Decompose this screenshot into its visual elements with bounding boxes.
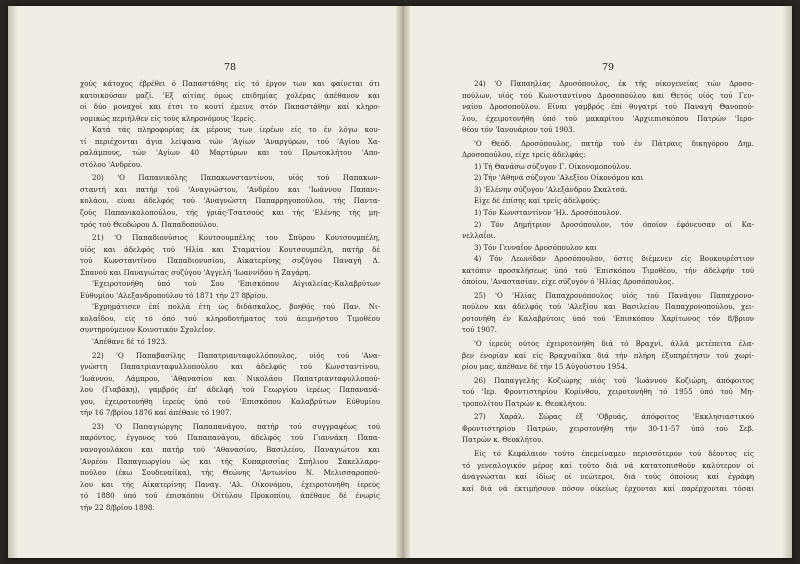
left-page-text-line: 'Ανρέου Παπαγεωργίου ώς και τής Κυπαρισσίας Σπήλιου Σακελλαρο- <box>80 456 380 466</box>
right-page-text-line: πούλων, υίός τού Κωνσταντίνου Δροσοπούλου και Θετός υίός τού Γεν- <box>462 90 754 100</box>
left-page-text-line: λου και τής Αίκατερίνης Παναγ. 'Αλ. Οίκονόμου, έχειροτονήθη ίερεύς <box>80 479 380 489</box>
right-page-text-line: ροτονήθη έν Καλαβρύτοις ύπό τού 'Επισκόπου Χαρίτωνος τόν 8/βριον <box>462 313 754 323</box>
right-page-text-line: τού 'Ιερ. Φροντιστηρίου Κορίνθου, χειροτονήθη τό 1955 ύπό τού Μη- <box>462 387 754 397</box>
left-page-text-line: Εύθυμίου 'Αλεξανδροπούλου τό 1871 τήν 27 8βρίου. <box>80 290 268 300</box>
right-page-text-line: όποίου, 'Αναστασίαν, είχε σύζυγόν ό 'Ηλίας Δροσόπουλος. <box>462 277 674 287</box>
left-page-text-line: σταντή και πατήρ τού 'Αναγνώστου, 'Ανδρέου και 'Ιωάννου Παπανι- <box>80 184 380 194</box>
right-page-text-line: 3) Τόν Γενναΐον Δροσόπουλον και <box>474 242 598 252</box>
right-page-text-line: ρίου μας, άπέθανε δέ τήν 15 Αύγούστου 1954. <box>462 362 628 372</box>
left-page-text-line: τρός τού Θεοδώρου Δ. Παπαδοπούλου. <box>80 219 219 229</box>
left-page-text-line: κατοικούσαν μαζί. 'Εξ αίτίας όμως επιδημίας χολέρας άπέθανον και <box>80 90 380 100</box>
left-page-text-line: 20) 'Ο Παπανικόλης Παπακωνσταντίνου, υίός τού Παπακων- <box>92 173 380 183</box>
left-page-text-line: στόλου 'Ανδρέου. <box>80 159 143 169</box>
right-page-text-line: 2) Τήν 'Αθηνά σύζυγον 'Αλεξίου Οίκονόμου και <box>474 173 644 183</box>
left-page-body <box>80 78 380 513</box>
right-page-text-line: ναίου Δροσοπούλου. Είναι γαμβρός έπί θυγατρί τού Παναγή Θανοπού- <box>462 102 754 112</box>
right-page-number: 79 <box>601 62 615 73</box>
page-edge-left <box>8 6 18 558</box>
left-page-text-line: τό 1880 ύπό τού έπισκόπου Οίτύλου Προκοπίου, άπέθανε δέ ένωρίς <box>80 491 380 501</box>
right-page-text-line: κατόπιν προσκλήσεως ύπό τού 'Επισκόπου Τιμοθέου, τήν άδελφήν τού <box>462 265 754 275</box>
right-page-text-line: 27) Χαράλ. Σώρας έξ 'Οβρυάς, άπόφοιτος 'Εκκλησιαστικού <box>474 412 754 422</box>
right-page-text-line: 26) Παπαγγελής Κοζιώρης υίός τού 'Ιωάννου Κοζιώρη, άπόφοιτος <box>474 375 754 385</box>
right-page-text-line: 'Ο ίερεύς ούτος έχειροτονήθη διά τό Βραχνί, άλλά μετέπειτα έλα- <box>474 339 754 349</box>
left-page-text-line: τήν 16 7/βρίου 1876 καί άπέθανε τό 1907. <box>80 408 232 418</box>
left-page-text-line: 'Ιωάννου, Λάμπρου, 'Αθανασίου και Νικολάου Παπατριανταφυλλοπού- <box>80 373 380 383</box>
left-page-text-line: τού Κωνσταντίνου Παπαδιονυσίου, Αίκατερίνης συζύγου Παναγή Δ. <box>80 256 380 266</box>
right-page-text-line: τού 1907. <box>462 325 497 335</box>
right-page-text-line: Δροσοπούλου, είχε τρείς άδελφάς: <box>462 150 586 160</box>
right-page-text-line: 2) Τόν Δημήτριον Δροσόπουλον, τόν όποίον έφόνευσαν οί Κα- <box>474 219 754 229</box>
right-page-text-line: Είχε δέ έπίσης καί τρείς άδελφούς: <box>474 196 601 206</box>
left-page-number: 78 <box>223 62 237 73</box>
left-page-text-line: Κατά τάς πληροφορίας έκ μέρους των ίερέων είς το έν λόγω κου- <box>92 125 380 135</box>
left-page-text-line: 'Απέθανε δέ τό 1923. <box>92 337 168 347</box>
book-spread <box>8 6 792 558</box>
left-page-text-line: γνώστη Παπατριανταφυλλοπούλου και άδελφός τού Κωνσταντίνου, <box>80 362 380 372</box>
left-page-text-line: νομικώς περιήλθεν είς τούς κληρονόμους 'Ιερείς. <box>80 113 257 123</box>
left-page-text-line: 22) 'Ο Παπαβασίλης Παπατριανταφυλλόπουλος, υίός τού 'Ανα- <box>92 350 380 360</box>
right-page-text-line: τροπολίτου Πατρών κ. Θεοκλήτου. <box>462 398 587 408</box>
left-page-text-line: 'Εχρημάτισεν έπί πολλά έτη ώς διδάσκαλος, βοηθός τού Παν. Νι- <box>92 302 380 312</box>
right-page-text-line: τό γενεαλογικόν μέρος καί τούτο διά νά κατατοπισθούν καλύτερον οί <box>462 460 754 470</box>
left-page-text-line: ραλάμπους, τών 'Αγίων 40 Μαρτύρων και τού Πρωτοκλήτου 'Απο- <box>80 148 380 158</box>
right-page-text-line: πούλου και άδελφός τού 'Αλεξίου και Βασιλείου Παπαχρονοπούλου, χει- <box>462 302 754 312</box>
right-page-text-line: άναγνώσται καί ίδίως οί νεώτεροι, διά τούς όποίους καί έγράφη <box>462 472 754 482</box>
right-page <box>462 6 754 558</box>
left-page-text-line: χούς κάτοχος έβρέθει ό Παπαστάθης είς τό έργον των και φαίνεται ότι <box>80 79 380 88</box>
left-page-text-line: πούλου (έκω Σουδεναίϊκα), τής Θεώνης 'Αντωνίου Ν. Μελισσαροπού- <box>80 468 380 478</box>
left-page-text-line: γου, έχειροτονήθη ίερεύς ύπό τού 'Επισκόπου Καλαβρύτων Εύθυμίου <box>80 396 380 406</box>
left-page-text-line: παρόντος, έγγονος τού Παπαπανάγου, άδελφός τού Γιαννάκη Παπα- <box>80 433 380 443</box>
left-page-text-line: τήν 22 8/βρίου 1898. <box>80 502 155 512</box>
right-page-text-line: λου, έχειροτονήθη ύπό τού μακαρίτου 'Αρχιεπισκόπου Πατρών 'Ιερο- <box>462 113 754 123</box>
left-page-text-line: 21) 'Ο Παπαδιονύσιος Κουτσουμπέλης του Σπύρου Κουτσουμπέλη, <box>92 233 380 243</box>
left-page-text-line: 23) 'Ο Παπαγιώργης Παπαπανάγου, πατήρ τού συγγραφέως τού <box>92 421 380 431</box>
left-page-text-line: υίός και άδελφός τού 'Ηλία και Σταματίου Κουτσουμπέλη, πατήρ δέ <box>80 244 380 254</box>
right-page-text-line: καί διά νά έκτιμήσουν πόσον οίκείως έρχονται καί παρέρχονται τόσαι <box>462 483 754 493</box>
left-page-text-line: 'Εχειροτονήθη ύπό τού Σου 'Επισκόπου Αίγιαλείας-Καλαβρύτων <box>92 279 380 289</box>
right-page-text-line: 24) 'Ο Παπαηλίας Δροσόπουλος, έκ τής οίκογενείας τών Δροσο- <box>474 79 754 88</box>
left-page <box>80 6 380 558</box>
right-page-body <box>462 78 754 494</box>
right-page-text-line: νελλαΐοι. <box>462 231 496 241</box>
right-page-text-line: Πατρών κ. Θεοκλήτου. <box>462 435 544 445</box>
right-page-text-line: θέου τόν 'Ιανουάριον τού 1903. <box>462 125 575 135</box>
right-page-text-line: Φροντιστηρίου Πατρών, χειροτονήθη τήν 30-11-57 ύπό τού Σεβ. <box>462 423 754 433</box>
page-edge-right <box>782 6 792 558</box>
left-page-text-line: κολαΐδου, είς τό όπό τού κληροδοτήματος τού άειμνήστου Τιμοθέου <box>80 313 380 323</box>
left-page-text-line: νανογουλάκου και πατήρ τού 'Αθανασίου, Βασιλείου, Παναγιώτου και <box>80 444 380 454</box>
left-page-text-line: τί περιέχονται άγια λείψανα τών 'Αγίων 'Αναργύρων, τού 'Αγίου Χα- <box>80 136 380 146</box>
right-page-text-line: 1) Τή Θανάσω σύζυγον Γ. Οίκονομοπούλου. <box>474 161 632 171</box>
left-page-text-line: Σπανού και Παναγιώτας συζύγου 'Αγγελή 'Ιωαννίδου ή Ζαγάρη. <box>80 267 311 277</box>
right-page-text-line: βεν ένορίαν καί είς Βραχναίϊκα διά τήν πλήρη έξυπηρέτησιν τού χωρί- <box>462 350 754 360</box>
left-page-text-line: συντηρούμενον Κοινοτικόν Σχολεΐον. <box>80 325 216 335</box>
right-page-text-line: 3) 'Ελένην σύζυγον 'Αλεξάνδρου Σκαλτσά. <box>474 184 628 194</box>
book-gutter <box>396 6 410 558</box>
left-page-text-line: ζούς Παπανικολοπούλου, τής γριάς-Τσατσούς και τής 'Ελένης τής μη- <box>80 208 380 218</box>
left-page-text-line: λου (Γιαβάκη), γαμβρός έπ' άδελφή τού Γεωργίου ίερέως Παπανανά- <box>80 385 380 395</box>
left-page-text-line: οί δύο μοναχοί και έτσι το κουτί έμεινε στόν Παπαστάθην καί κληρο- <box>80 102 380 112</box>
right-page-text-line: 1) Τόν Κωνσταντίνον 'Ηλ. Δροσόπουλον. <box>474 208 622 218</box>
left-page-text-line: κολάου, είναι άδελφός τού 'Αναγνώστη Παπαρρηγοπούλου, τής Παντα- <box>80 196 380 206</box>
right-page-text-line: 25) 'Ο 'Ηλίας Παπαχρονόπουλος υίός τού Πανάγου Παπαχρονο- <box>474 290 754 300</box>
right-page-text-line: 'Ο Θεόδ. Δροσόπουλος, πατήρ τού έν Πάτραις δικηγόρου Δημ. <box>474 138 754 148</box>
right-page-text-line: 4) Τόν Λεωνίδαν Δροσόπουλον, όστις διέμενεν είς Βουκουρέστιον <box>474 254 754 264</box>
right-page-text-line: Είς τό Κεφάλαιον τούτο έπεμείναμεν περισσότερον τού δέοντος είς <box>474 448 754 458</box>
